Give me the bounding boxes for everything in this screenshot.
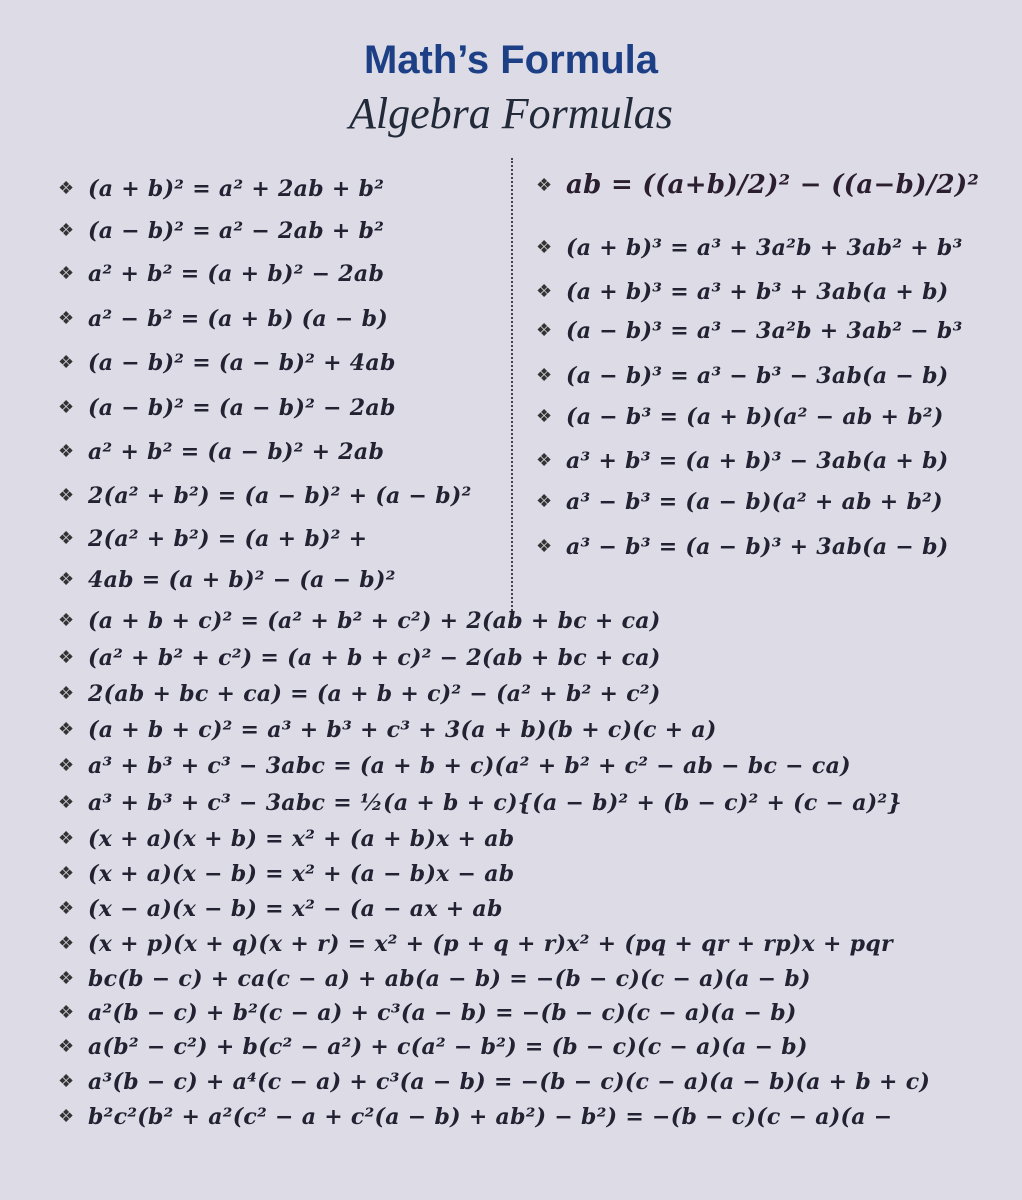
diamond-bullet-icon [58,792,88,813]
formula-text: a³ + b³ + c³ − 3abc = ½(a + b + c){(a − b)² + (b − c)² + (c − a)²} [88,790,902,816]
formula-text: ab = ((a+b)/2)² − ((a−b)/2)² [566,170,980,200]
formula-item [58,306,388,332]
formula-text: a² + b² = (a − b)² + 2ab [88,439,385,465]
formula-item [536,534,948,560]
formula-text: a(b² − c²) + b(c² − a²) + c(a² − b²) = (b − c)(c − a)(a − b) [88,1034,808,1060]
diamond-bullet-icon [536,281,566,302]
diamond-bullet-icon [536,365,566,386]
formula-text: (a − b)³ = a³ − 3a²b + 3ab² − b³ [566,318,963,344]
formula-item [58,931,893,957]
formula-item [58,395,396,421]
formula-item [58,218,384,244]
diamond-bullet-icon [58,933,88,954]
formula-text: (a − b)² = a² − 2ab + b² [88,218,385,244]
formula-text: (x + a)(x − b) = x² + (a − b)x − ab [88,861,515,887]
formula-text: (x + p)(x + q)(x + r) = x² + (p + q + r)x² + (pq + qr + rp)x + pqr [88,931,893,957]
formula-text: (x + a)(x + b) = x² + (a + b)x + ab [88,826,515,852]
diamond-bullet-icon [58,647,88,668]
formula-text: a² − b² = (a + b) (a − b) [88,306,388,332]
formula-text: a² + b² = (a + b)² − 2ab [88,261,385,287]
formula-text: bc(b − c) + ca(c − a) + ab(a − b) = −(b − c)(c − a)(a − b) [88,966,811,992]
formula-item [58,681,661,707]
formula-text: a³(b − c) + a⁴(c − a) + c³(a − b) = −(b − c)(c − a)(a − b)(a + b + c) [88,1069,931,1095]
formula-item [536,363,948,389]
diamond-bullet-icon [58,968,88,989]
formula-text: a²(b − c) + b²(c − a) + c³(a − b) = −(b − c)(c − a)(a − b) [88,1000,797,1026]
formula-text: (a − b)² = (a − b)² + 4ab [88,350,396,376]
diamond-bullet-icon [536,320,566,341]
formula-item [536,279,948,305]
diamond-bullet-icon [58,610,88,631]
diamond-bullet-icon [58,485,88,506]
formula-text: (a + b)² = a² + 2ab + b² [88,176,385,202]
diamond-bullet-icon [58,397,88,418]
diamond-bullet-icon [58,178,88,199]
diamond-bullet-icon [58,1036,88,1057]
diamond-bullet-icon [58,528,88,549]
formula-text: (a + b + c)² = a³ + b³ + c³ + 3(a + b)(b + c)(c + a) [88,717,717,743]
diamond-bullet-icon [58,898,88,919]
formula-item [58,717,717,743]
formula-item [536,235,963,261]
formula-item [58,753,851,779]
formula-item [536,404,944,430]
formula-item [58,526,367,552]
formula-item [58,1000,797,1026]
formula-item [536,170,979,200]
formula-item [58,1034,808,1060]
diamond-bullet-icon [536,536,566,557]
diamond-bullet-icon [536,237,566,258]
diamond-bullet-icon [536,406,566,427]
formula-text: 2(a² + b²) = (a + b)² + [88,526,368,552]
formula-item [58,176,384,202]
diamond-bullet-icon [58,755,88,776]
formula-item [58,483,472,509]
formula-item [536,448,948,474]
formula-text: a³ − b³ = (a − b)(a² + ab + b²) [566,489,943,515]
diamond-bullet-icon [58,683,88,704]
formula-item [58,896,503,922]
diamond-bullet-icon [58,1106,88,1127]
formula-item [58,567,396,593]
formula-item [58,966,811,992]
formula-item [58,1069,930,1095]
diamond-bullet-icon [58,569,88,590]
formula-item [58,790,902,816]
formula-text: (x − a)(x − b) = x² − (a − ax + ab [88,896,503,922]
formula-text: 2(a² + b²) = (a − b)² + (a − b)² [88,483,472,509]
formula-text: 4ab = (a + b)² − (a − b)² [88,567,396,593]
diamond-bullet-icon [536,450,566,471]
diamond-bullet-icon [58,863,88,884]
formula-item [536,489,943,515]
formula-item [58,350,396,376]
diamond-bullet-icon [58,441,88,462]
formula-text: a³ + b³ = (a + b)³ − 3ab(a + b) [566,448,949,474]
diamond-bullet-icon [58,828,88,849]
formula-text: (a − b)² = (a − b)² − 2ab [88,395,396,421]
diamond-bullet-icon [58,1002,88,1023]
page-subtitle: Algebra Formulas [349,89,673,138]
formula-item [536,318,963,344]
formula-item [58,608,661,634]
formula-text: (a² + b² + c²) = (a + b + c)² − 2(ab + bc + ca) [88,645,661,671]
diamond-bullet-icon [536,175,566,196]
formula-item [58,1104,892,1130]
formula-text: a³ − b³ = (a − b)³ + 3ab(a − b) [566,534,949,560]
diamond-bullet-icon [536,491,566,512]
diamond-bullet-icon [58,308,88,329]
formula-text: (a − b)³ = a³ − b³ − 3ab(a − b) [566,363,949,389]
formula-item [58,261,384,287]
diamond-bullet-icon [58,263,88,284]
formula-text: (a + b)³ = a³ + b³ + 3ab(a + b) [566,279,949,305]
column-divider [511,158,513,626]
formula-text: 2(ab + bc + ca) = (a + b + c)² − (a² + b² + c²) [88,681,661,707]
formula-item [58,861,514,887]
formula-text: b²c²(b² + a²(c² − a + c²(a − b) + ab²) − b²) = −(b − c)(c − a)(a − [88,1104,893,1130]
diamond-bullet-icon [58,352,88,373]
formula-item [58,439,384,465]
diamond-bullet-icon [58,1071,88,1092]
diamond-bullet-icon [58,220,88,241]
formula-text: (a + b)³ = a³ + 3a²b + 3ab² + b³ [566,235,963,261]
formula-item [58,645,661,671]
page-title: Math’s Formula [363,38,659,82]
formula-item [58,826,514,852]
formula-text: (a − b³ = (a + b)(a² − ab + b²) [566,404,944,430]
formula-text: a³ + b³ + c³ − 3abc = (a + b + c)(a² + b² + c² − ab − bc − ca) [88,753,851,779]
diamond-bullet-icon [58,719,88,740]
formula-text: (a + b + c)² = (a² + b² + c²) + 2(ab + bc + ca) [88,608,661,634]
